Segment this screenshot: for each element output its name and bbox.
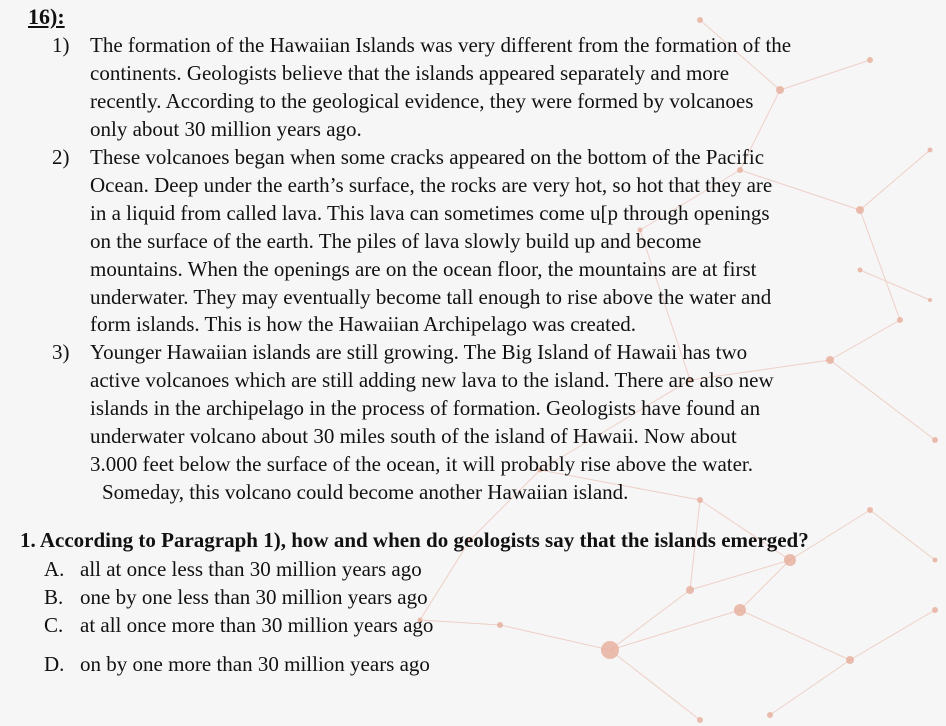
paragraph-line: on the surface of the earth. The piles of lava slowly build up and become [90, 228, 702, 253]
paragraph-2 [52, 144, 912, 339]
option-letter: A. [44, 557, 65, 581]
paragraph-line: only about 30 million years ago. [90, 116, 362, 141]
paragraph-line: Someday, this volcano could become another Hawaiian island. [102, 479, 629, 504]
answer-option-c[interactable] [44, 613, 433, 638]
paragraph-line: Younger Hawaiian islands are still growing. The Big Island of Hawaii has two [90, 340, 748, 364]
answer-option-a[interactable] [44, 557, 422, 582]
paragraph-line: underwater. They may eventually become tall enough to rise above the water and [90, 284, 772, 309]
paragraph-line: form islands. This is how the Hawaiian Archipelago was created. [90, 312, 637, 337]
paragraph-number: 2) [52, 145, 70, 169]
paragraph-3 [52, 339, 912, 506]
paragraph-line: underwater volcano about 30 miles south of the island of Hawaii. Now about [90, 423, 737, 448]
paragraph-line: continents. Geologists believe that the islands appeared separately and more [90, 60, 730, 85]
option-text: all at once less than 30 million years ago [80, 557, 422, 581]
paragraph-number: 3) [52, 340, 70, 364]
paragraph-1 [52, 32, 912, 144]
option-letter: B. [44, 585, 64, 609]
paragraph-line: 3.000 feet below the surface of the ocean, it will probably rise above the water. [90, 451, 754, 476]
paragraph-line: recently. According to the geological evidence, they were formed by volcanoes [90, 88, 754, 113]
paragraph-line: Ocean. Deep under the earth’s surface, the rocks are very hot, so hot that they are [90, 172, 773, 197]
question-number-heading: 16): [28, 4, 65, 29]
question-text: 1. According to Paragraph 1), how and when do geologists say that the islands emerged? [20, 528, 809, 552]
option-text: one by one less than 30 million years ago [80, 585, 428, 609]
paragraph-line: These volcanoes began when some cracks appeared on the bottom of the Pacific [90, 145, 765, 169]
answer-option-d[interactable] [44, 652, 430, 677]
answer-option-b[interactable] [44, 585, 428, 610]
paragraph-line: islands in the archipelago in the process of formation. Geologists have found an [90, 395, 761, 420]
paragraph-line: in a liquid from called lava. This lava can sometimes come u[p through openings [90, 200, 770, 225]
paragraph-number: 1) [52, 33, 70, 57]
option-text: on by one more than 30 million years ago [80, 652, 430, 676]
paragraph-line: active volcanoes which are still adding new lava to the island. There are also new [90, 367, 774, 392]
option-letter: D. [44, 652, 65, 676]
paragraph-line: mountains. When the openings are on the ocean floor, the mountains are at first [90, 256, 757, 281]
option-letter: C. [44, 613, 64, 637]
paragraph-line: The formation of the Hawaiian Islands was very different from the formation of the [90, 33, 792, 57]
option-text: at all once more than 30 million years ago [80, 613, 434, 637]
